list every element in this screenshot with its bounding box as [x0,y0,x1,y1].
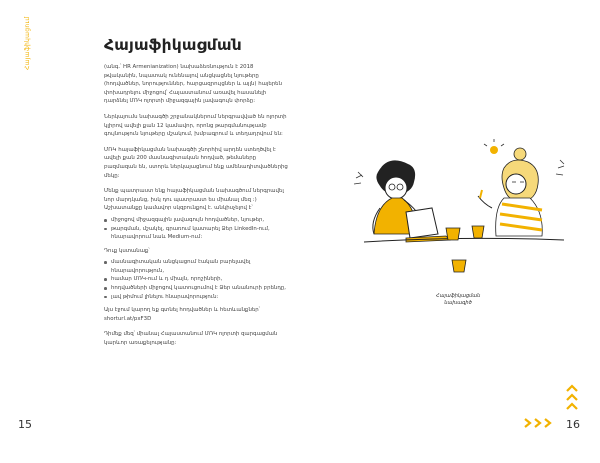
list-item: հոդվածների միջոցով կատուցումով է Ձեր անանուրի բրենդը, [104,284,288,293]
paragraph-cta: Դիմեք մեզ՝ միանալ Հայաստանում ՄՌԿ ոլորտի զարգացման կարևոր առաքելությանը: [104,331,278,347]
paragraph-volunteers: Ներկայումս նախագծի շրջանակներում ներգրավված են ոլորտի կլիրով ավելի քան 12 կամավոր, որոնց թարգմանությամբ գույնություն նյութերը մշակում, խմբագրում և տեղադրվում են: [104,113,287,138]
list-item: համար ՄՌԿ-ում և դ միայն, որոշիների, [104,275,288,284]
chevrons-down-icon [566,384,578,411]
page-title: Հայաֆիկացման [104,36,242,54]
list-item: մասնագիտական անցկացում էական բարելավել հնարավորություն, [104,258,288,275]
bullet-list-benefits [104,258,288,301]
list-item: լավ թիմում լինելու հնարավորություն: [104,293,288,302]
list-item: թարգման, մշակել, գրառում կատարել Ձեր LinkedIn-ում, հնարավորում նաև Medium-ում: [104,225,288,242]
paragraph-join: Մենք պատրաստ ենք հայաֆիկացման նախագծում ներգրավել նոր մարդկանց, իսկ դու պատրաստ ես միանալ մեզ :) Աշխատանքը կամավոր սկզբունքով է. անկիսչելով է՝ [104,188,284,212]
article-column [104,36,288,355]
laptop-icon [406,208,450,242]
section-side-label: Հայաֆիկացում [24,16,31,70]
chevrons-right-icon [524,418,552,428]
person-right-figure [478,148,542,236]
list-item: միջոցով միջազգային լավագույն հոդվածներ, նյութեր, [104,216,288,225]
paragraph-articles: ՄՌԿ հայաֆիկացման նախագծի շնորհիվ արդեն ստեղծվել է ավելի քան 200 մասնագիտական հոդված, թեմաները բազմազան են, ստորև ներկայացնում ենք ամենադիտվածներից մեկը: [104,146,288,179]
page-number-right: 16 [566,418,580,431]
cup-icon [446,226,484,272]
page-number-left: 15 [18,418,32,431]
paragraph-link: Այս էջում կարող եք գտնել հոդվածներ և հետևանքներ՝ shorturl.at/pxF3D [104,307,260,322]
illustration-caption: Հայաֆիկացման նախագիծ [436,293,481,306]
paragraph-benefits-heading: Դուք կստանաք՝ [104,247,150,254]
paragraph-intro: (անգ.՝ HR Armenianization) նախաձեռնություն է 2018 թվականին, նպատակ ունենալով անցկացնել նյութերը (հոդվածներ, նորություններ, հարցազրույցներ և այլն) հայերեն փոխադրելու միջոցով՝ Հայաստանում առավել հասանելի դարձնել ՄՌԿ ոլորտի միջազգային լավագույն փորձը: [104,64,282,105]
bullet-list-tasks [104,216,288,242]
illustration-coworkers [344,138,576,278]
